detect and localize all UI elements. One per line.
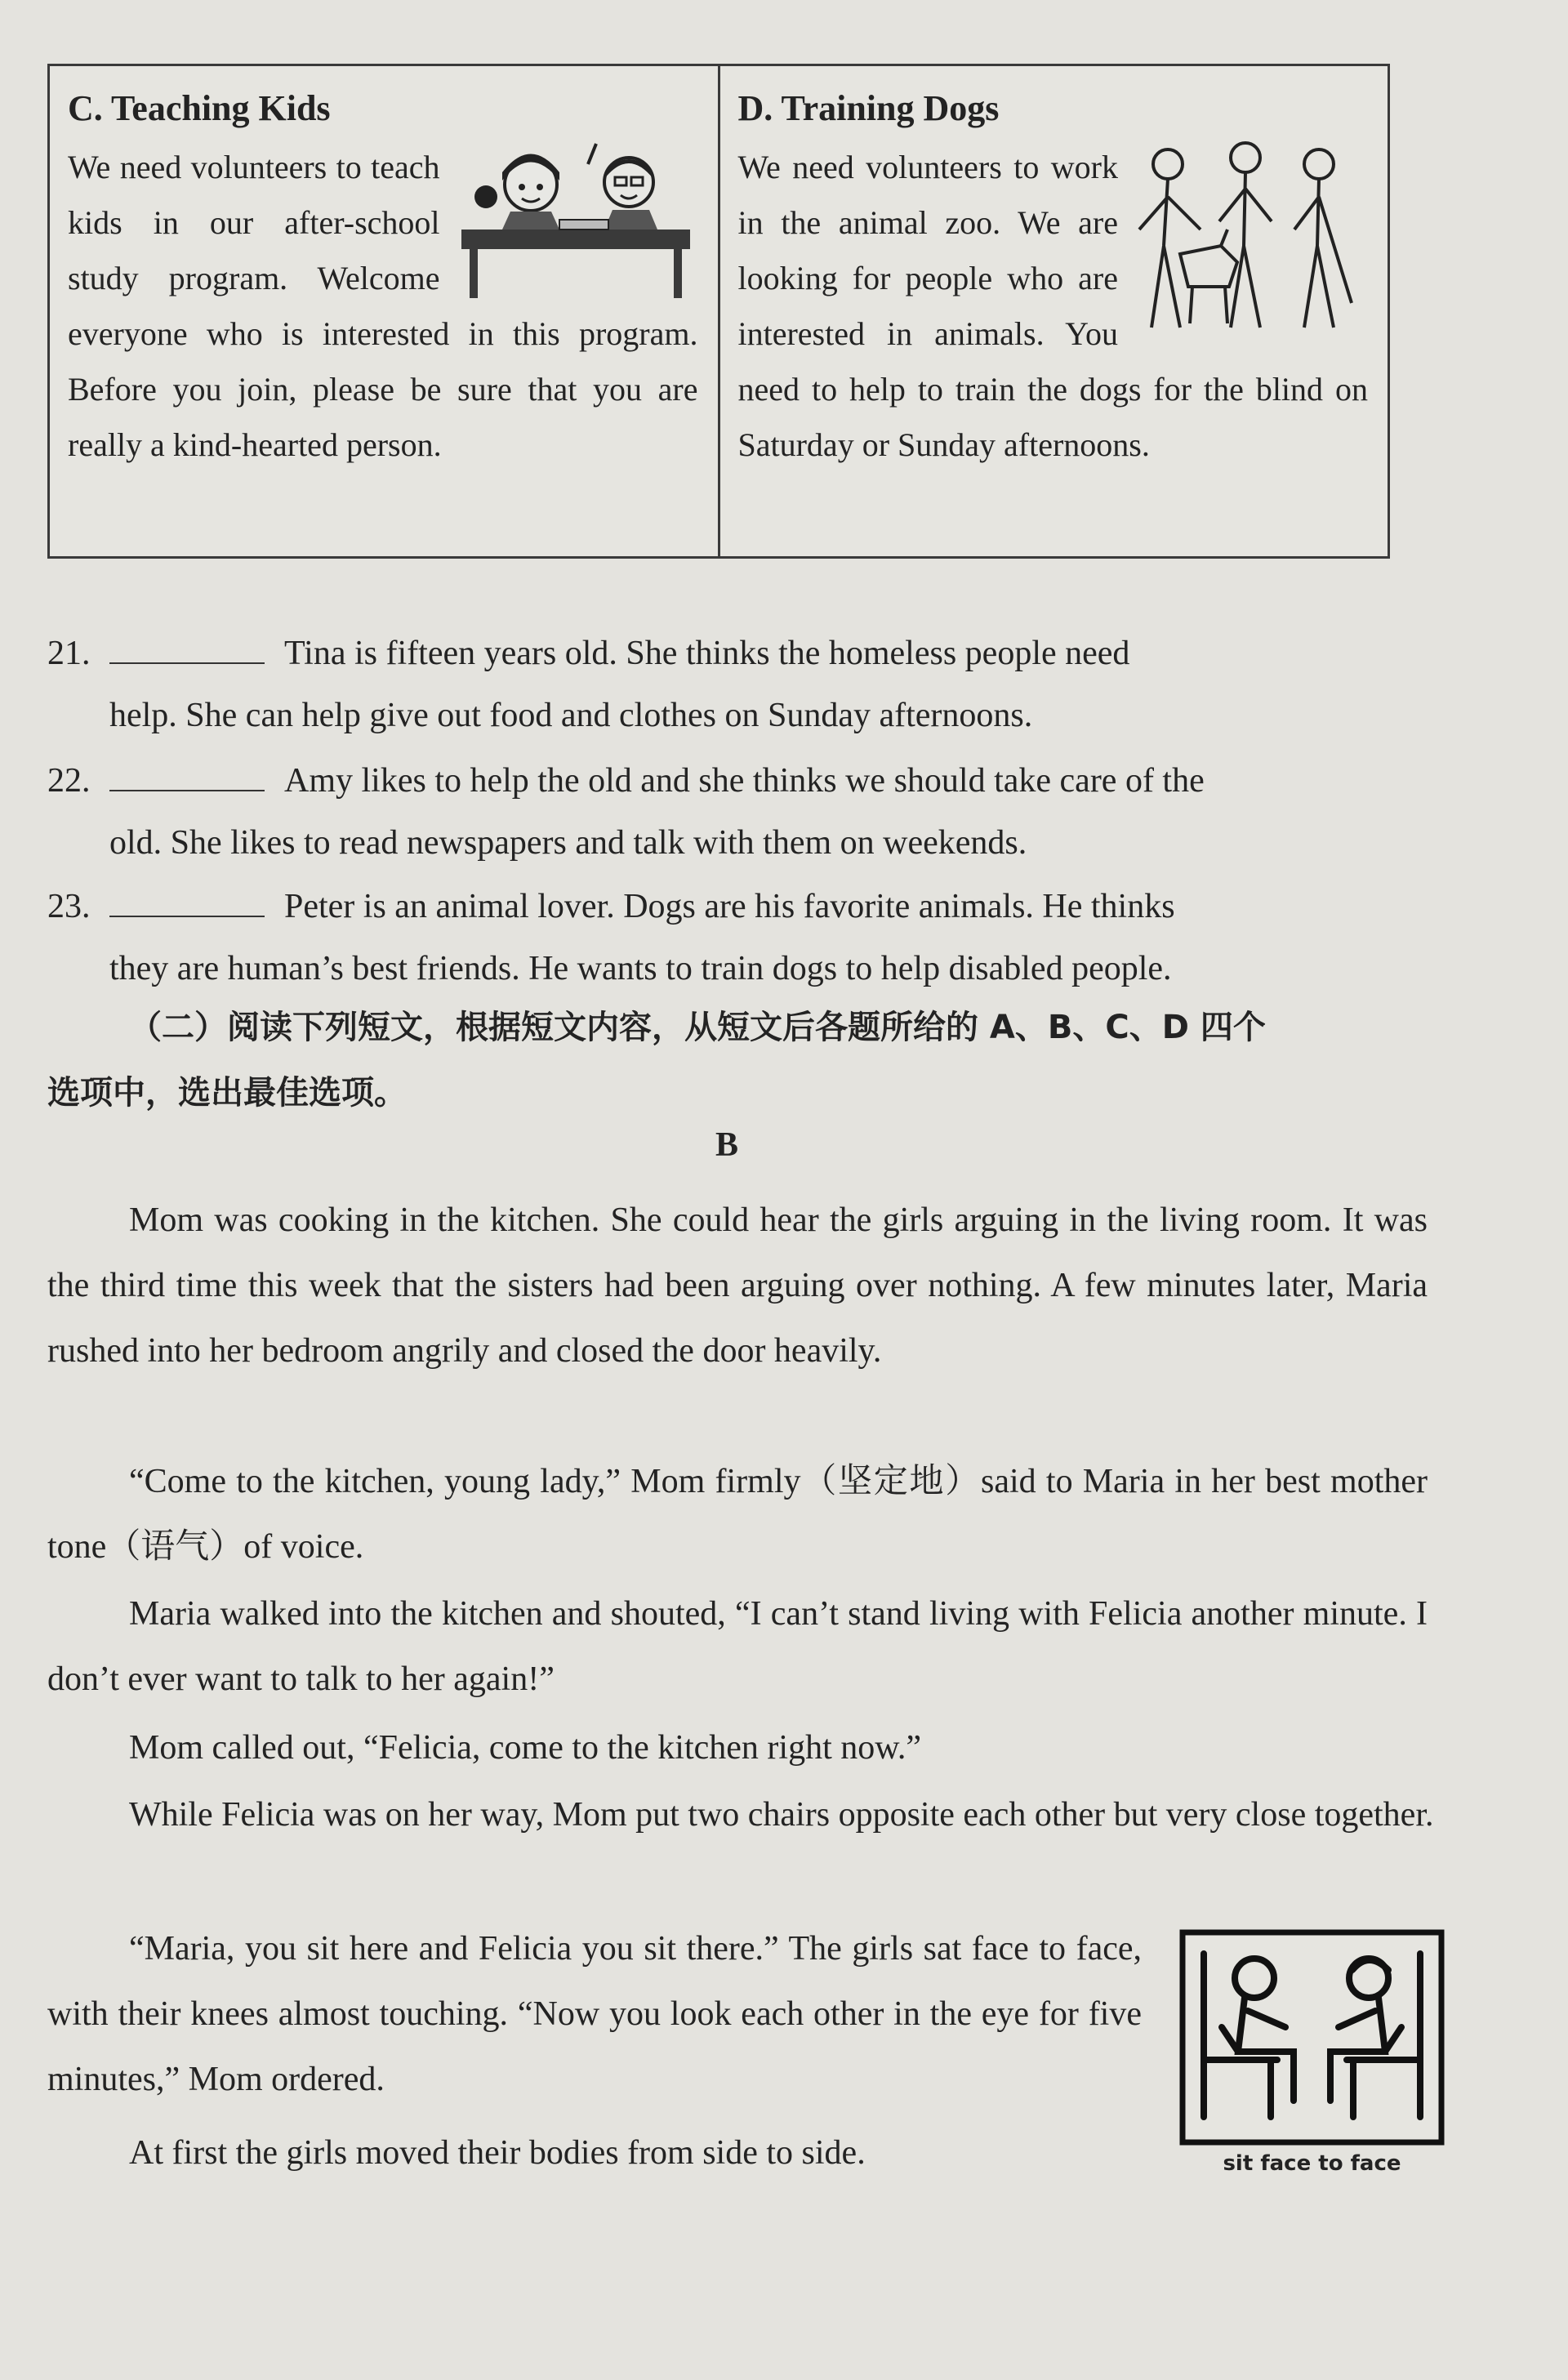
question-number: 22. bbox=[47, 762, 91, 800]
answer-blank[interactable] bbox=[109, 760, 265, 791]
question-text: Peter is an animal lover. Dogs are his favorite animals. He thinks bbox=[284, 888, 1175, 925]
instruction-line: 选项中，选出最佳选项。 bbox=[47, 1074, 407, 1112]
figure-caption: sit face to face bbox=[1223, 2151, 1401, 2176]
question-number: 21. bbox=[47, 635, 91, 672]
section-instruction bbox=[47, 995, 1428, 1125]
passage-paragraph: “Come to the kitchen, young lady,” Mom firmly（坚定地）said to Maria in her best mother tone（语气）of voice. bbox=[47, 1463, 1428, 1566]
ad-title: C. Teaching Kids bbox=[68, 88, 331, 128]
passage-paragraph: “Maria, you sit here and Felicia you sit there.” The girls sat face to face, with their knees almost touching. “Now you look each other in the eye for five minutes,” Mom ordered. bbox=[47, 1930, 1142, 2098]
passage-paragraph: While Felicia was on her way, Mom put two chairs opposite each other but very close together. bbox=[129, 1796, 1434, 1834]
volunteer-ads-table bbox=[47, 64, 1390, 559]
ad-text: We need volunteers to work in the animal zoo. We are looking for people who are interested in animals. You need to help to train the dogs for the blind on Saturday or Sunday afternoons. bbox=[737, 149, 1368, 463]
question-text: Tina is fifteen years old. She thinks the homeless people need bbox=[284, 635, 1130, 672]
passage-paragraph: Maria walked into the kitchen and shouted, “I can’t stand living with Felicia another minute. I don’t ever want to talk to her again!” bbox=[47, 1595, 1428, 1698]
answer-blank[interactable] bbox=[109, 886, 265, 917]
question-text-continued: old. She likes to read newspapers and talk with them on weekends. bbox=[109, 824, 1027, 862]
sit-face-to-face-figure bbox=[1179, 1929, 1445, 2176]
dog-walkers-illustration bbox=[1131, 140, 1368, 336]
passage-paragraph: Mom called out, “Felicia, come to the kitchen right now.” bbox=[129, 1729, 921, 1767]
kids-studying-illustration bbox=[453, 140, 698, 303]
question-number: 23. bbox=[47, 888, 91, 925]
question-21 bbox=[47, 622, 1436, 747]
ad-teaching-kids bbox=[50, 66, 718, 556]
question-text-continued: help. She can help give out food and clothes on Sunday afternoons. bbox=[109, 697, 1033, 734]
question-text: Amy likes to help the old and she thinks we should take care of the bbox=[284, 762, 1205, 800]
question-22 bbox=[47, 750, 1436, 874]
instruction-line: （二）阅读下列短文，根据短文内容，从短文后各题所给的 A、B、C、D 四个 bbox=[129, 1009, 1266, 1046]
ad-title: D. Training Dogs bbox=[737, 88, 1000, 128]
ad-text: We need volunteers to teach kids in our after-school study program. Welcome everyone who is interested in this program. Before you join, please be sure that you are really a kind-hearted person. bbox=[68, 149, 698, 463]
passage-paragraph: Mom was cooking in the kitchen. She could hear the girls arguing in the living room. It was the third time this week that the sisters had been arguing over nothing. A few minutes later, Maria rushed into her bedroom angrily and closed the door heavily. bbox=[47, 1201, 1428, 1370]
question-text-continued: they are human’s best friends. He wants to train dogs to help disabled people. bbox=[109, 950, 1172, 987]
passage-paragraph: At first the girls moved their bodies from side to side. bbox=[129, 2134, 866, 2172]
ad-training-dogs bbox=[718, 66, 1388, 556]
answer-blank[interactable] bbox=[109, 633, 265, 664]
question-23 bbox=[47, 876, 1436, 1000]
passage-label: B bbox=[715, 1126, 738, 1164]
two-girls-facing-illustration bbox=[1179, 1929, 1445, 2146]
